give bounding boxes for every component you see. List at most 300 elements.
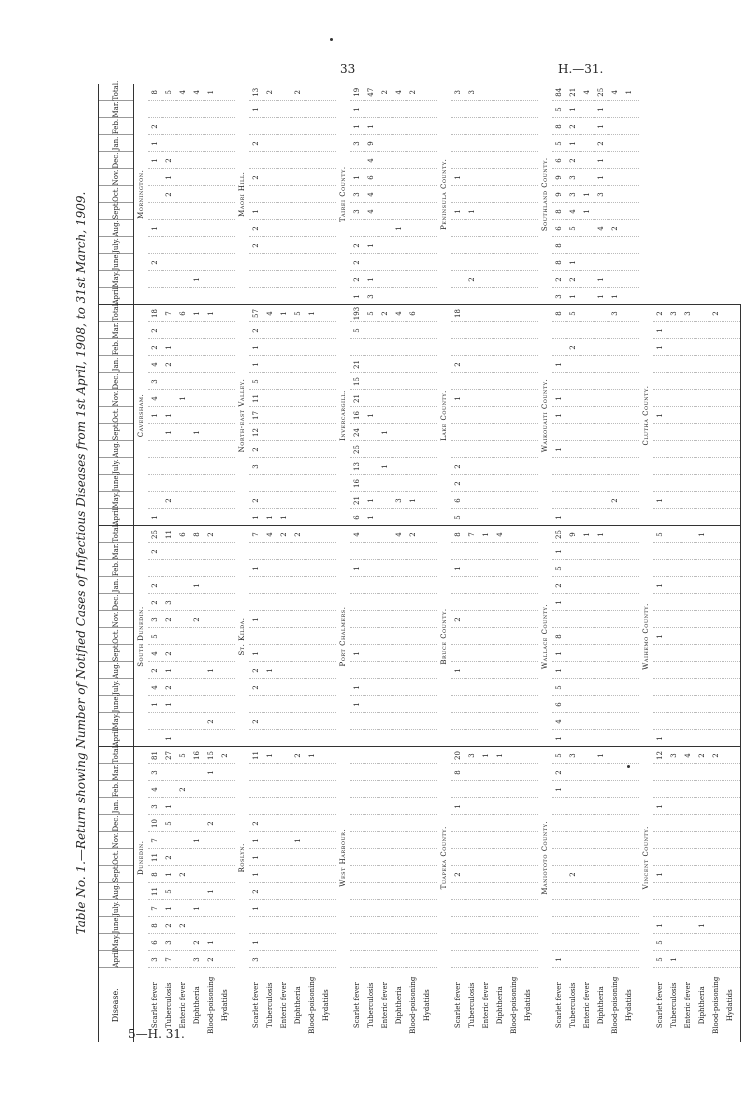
table-cell [594, 543, 608, 560]
table-cell [249, 696, 263, 713]
table-cell [263, 594, 277, 611]
table-cell [204, 560, 218, 577]
table-cell [479, 441, 493, 458]
table-cell [277, 407, 291, 424]
table-cell: 1 [249, 509, 263, 526]
table-cell [521, 305, 538, 322]
table-cell [580, 849, 594, 866]
table-cell [667, 356, 681, 373]
table-cell: 5 [566, 220, 580, 237]
table-cell: 1 [566, 101, 580, 118]
table-cell [465, 101, 479, 118]
table-cell [465, 577, 479, 594]
table-cell [350, 747, 364, 764]
table-row [319, 84, 336, 1042]
table-cell [277, 288, 291, 305]
table-cell [709, 815, 723, 832]
table-cell: 8 [552, 203, 566, 220]
table-cell [378, 798, 392, 815]
footer-reference: 5—H. 31. [128, 1027, 185, 1041]
table-cell: 5 [552, 679, 566, 696]
table-cell [465, 118, 479, 135]
table-cell [392, 815, 406, 832]
table-cell [249, 288, 263, 305]
district-name: Waikouaiti County. [538, 305, 552, 526]
table-cell [420, 679, 437, 696]
table-cell [263, 645, 277, 662]
table-cell [420, 730, 437, 747]
table-cell [521, 611, 538, 628]
table-cell [521, 696, 538, 713]
table-cell [204, 679, 218, 696]
column-header-month: Nov. [99, 390, 134, 407]
table-cell: 1 [552, 390, 566, 407]
table-cell [218, 628, 235, 645]
table-cell [176, 186, 190, 203]
table-cell: 1 [479, 747, 493, 764]
table-cell [493, 101, 507, 118]
table-cell [378, 288, 392, 305]
table-cell [420, 373, 437, 390]
table-cell [594, 611, 608, 628]
table-cell [392, 662, 406, 679]
table-cell: 8 [148, 84, 162, 101]
table-cell [392, 356, 406, 373]
table-cell [291, 934, 305, 951]
table-cell [667, 322, 681, 339]
table-cell [420, 169, 437, 186]
table-cell [263, 237, 277, 254]
table-cell [580, 798, 594, 815]
table-cell [291, 339, 305, 356]
table-cell [176, 135, 190, 152]
table-cell [695, 577, 709, 594]
table-cell [204, 696, 218, 713]
table-cell [319, 662, 336, 679]
table-cell: 1 [249, 866, 263, 883]
table-cell [723, 560, 741, 577]
table-cell [723, 696, 741, 713]
table-cell [608, 407, 622, 424]
table-cell [594, 577, 608, 594]
table-cell: 1 [350, 645, 364, 662]
table-cell [319, 186, 336, 203]
table-cell: 2 [249, 492, 263, 509]
table-cell [465, 900, 479, 917]
table-cell [622, 458, 639, 475]
table-cell [218, 526, 235, 543]
table-cell [709, 594, 723, 611]
table-cell [204, 356, 218, 373]
table-cell [667, 764, 681, 781]
column-header-month: Sept. [99, 424, 134, 441]
table-cell [723, 662, 741, 679]
table-cell [681, 798, 695, 815]
table-cell [493, 322, 507, 339]
table-cell [291, 781, 305, 798]
table-cell: 2 [291, 84, 305, 101]
table-cell [608, 373, 622, 390]
table-row [249, 84, 263, 1042]
table-cell [653, 373, 667, 390]
table-cell [406, 679, 420, 696]
table-cell [622, 781, 639, 798]
table-cell [622, 696, 639, 713]
table-cell: 1 [552, 951, 566, 968]
table-cell [350, 628, 364, 645]
table-cell: 1 [552, 594, 566, 611]
table-cell [608, 577, 622, 594]
table-cell [148, 237, 162, 254]
table-cell [364, 662, 378, 679]
table-cell [521, 288, 538, 305]
table-cell [378, 917, 392, 934]
district-name: South Dunedin. [134, 526, 149, 747]
blank-cell [437, 968, 451, 1042]
table-cell: 5 [653, 951, 667, 968]
table-cell [249, 628, 263, 645]
table-cell [594, 305, 608, 322]
table-cell [406, 883, 420, 900]
table-cell [451, 441, 465, 458]
table-cell [378, 730, 392, 747]
table-cell [148, 101, 162, 118]
table-cell [406, 798, 420, 815]
table-cell [507, 662, 521, 679]
table-cell [420, 288, 437, 305]
table-cell: 1 [552, 781, 566, 798]
table-cell [465, 543, 479, 560]
table-cell [465, 951, 479, 968]
table-cell [364, 475, 378, 492]
table-cell [493, 475, 507, 492]
table-cell [176, 679, 190, 696]
table-cell [364, 713, 378, 730]
table-cell [552, 339, 566, 356]
table-cell [493, 220, 507, 237]
table-cell [406, 730, 420, 747]
table-cell [204, 339, 218, 356]
table-cell [218, 900, 235, 917]
table-cell [695, 713, 709, 730]
table-cell: 2 [653, 305, 667, 322]
table-cell [507, 645, 521, 662]
table-cell [566, 492, 580, 509]
table-cell [249, 917, 263, 934]
table-cell [148, 441, 162, 458]
table-cell [681, 373, 695, 390]
table-cell [148, 424, 162, 441]
table-cell [190, 475, 204, 492]
table-cell: 9 [566, 526, 580, 543]
table-cell [709, 951, 723, 968]
table-cell: 1 [695, 526, 709, 543]
table-cell: 1 [277, 509, 291, 526]
table-cell [263, 271, 277, 288]
table-cell [162, 390, 176, 407]
table-cell [305, 509, 319, 526]
table-cell [622, 509, 639, 526]
table-cell [507, 356, 521, 373]
table-cell [521, 815, 538, 832]
table-cell [566, 849, 580, 866]
table-cell [364, 424, 378, 441]
table-cell [723, 458, 741, 475]
table-cell [608, 611, 622, 628]
table-cell [406, 662, 420, 679]
table-cell [608, 747, 622, 764]
table-cell [566, 662, 580, 679]
table-cell [291, 271, 305, 288]
table-cell [176, 322, 190, 339]
table-cell [552, 866, 566, 883]
table-cell [420, 662, 437, 679]
table-cell [723, 866, 741, 883]
table-cell: 7 [249, 526, 263, 543]
table-cell: 1 [364, 237, 378, 254]
table-cell: 1 [594, 288, 608, 305]
table-cell: 2 [406, 84, 420, 101]
table-cell [263, 934, 277, 951]
table-cell [319, 764, 336, 781]
table-cell [681, 356, 695, 373]
table-cell [291, 492, 305, 509]
table-cell [190, 781, 204, 798]
table-cell [479, 832, 493, 849]
table-cell [148, 186, 162, 203]
table-cell [406, 288, 420, 305]
table-cell [176, 900, 190, 917]
district-name: Maniototo County. [538, 747, 552, 968]
table-cell [653, 560, 667, 577]
table-cell: 13 [249, 84, 263, 101]
table-cell [277, 866, 291, 883]
column-header-month: April. [99, 951, 134, 968]
table-cell [277, 713, 291, 730]
table-cell [566, 458, 580, 475]
blank-cell [639, 968, 653, 1042]
table-cell [709, 662, 723, 679]
district-name: Clutha County. [639, 305, 653, 526]
district-header-row [134, 84, 149, 1042]
table-cell [190, 288, 204, 305]
table-cell [392, 849, 406, 866]
table-cell: 1 [653, 322, 667, 339]
table-cell [305, 798, 319, 815]
table-cell [319, 509, 336, 526]
table-cell [622, 764, 639, 781]
table-cell [667, 832, 681, 849]
table-cell [406, 441, 420, 458]
table-cell [249, 594, 263, 611]
table-cell [277, 322, 291, 339]
table-cell [392, 237, 406, 254]
table-cell [507, 781, 521, 798]
table-cell [162, 764, 176, 781]
table-cell [709, 373, 723, 390]
table-cell [507, 169, 521, 186]
disease-label: Enteric fever [481, 982, 490, 1029]
table-cell [378, 407, 392, 424]
table-cell [218, 798, 235, 815]
table-cell: 1 [190, 832, 204, 849]
column-header-month: April. [99, 288, 134, 305]
table-cell [566, 373, 580, 390]
table-cell [305, 781, 319, 798]
table-cell [709, 441, 723, 458]
table-cell [608, 339, 622, 356]
table-cell: 27 [162, 747, 176, 764]
table-cell [521, 594, 538, 611]
column-header-month: May. [99, 492, 134, 509]
table-cell [580, 118, 594, 135]
table-cell [263, 951, 277, 968]
table-cell [653, 594, 667, 611]
table-cell [521, 560, 538, 577]
table-cell [552, 815, 566, 832]
table-cell [552, 322, 566, 339]
table-cell [392, 781, 406, 798]
table-cell [162, 713, 176, 730]
table-cell [507, 883, 521, 900]
disease-label: Hydatids [220, 989, 229, 1022]
district-name: Wallace County. [538, 526, 552, 747]
table-cell [580, 866, 594, 883]
table-cell: 1 [305, 747, 319, 764]
table-cell [681, 577, 695, 594]
table-cell [507, 951, 521, 968]
table-cell [218, 815, 235, 832]
table-cell [406, 849, 420, 866]
table-cell [263, 713, 277, 730]
table-cell [451, 186, 465, 203]
table-cell [681, 560, 695, 577]
table-cell [709, 917, 723, 934]
table-cell: 8 [552, 237, 566, 254]
table-cell [420, 118, 437, 135]
column-header-month: April. [99, 730, 134, 747]
table-cell [521, 764, 538, 781]
table-cell: 2 [249, 883, 263, 900]
table-cell [667, 917, 681, 934]
table-cell: 1 [162, 407, 176, 424]
table-cell [378, 628, 392, 645]
table-cell [319, 577, 336, 594]
table-cell [305, 424, 319, 441]
table-cell [723, 390, 741, 407]
table-row [392, 84, 406, 1042]
table-cell [291, 356, 305, 373]
column-header-month: Jan. [99, 798, 134, 815]
table-row [594, 84, 608, 1042]
table-cell: 2 [148, 118, 162, 135]
table-cell [392, 628, 406, 645]
table-cell: 2 [249, 220, 263, 237]
table-cell [176, 815, 190, 832]
table-cell [420, 305, 437, 322]
table-cell [190, 220, 204, 237]
table-cell [723, 628, 741, 645]
table-cell [521, 271, 538, 288]
table-cell [350, 798, 364, 815]
table-cell: 4 [350, 526, 364, 543]
table-cell [622, 441, 639, 458]
table-cell [392, 390, 406, 407]
table-cell [249, 186, 263, 203]
table-cell: 18 [148, 305, 162, 322]
table-row [552, 84, 566, 1042]
table-cell: 2 [709, 747, 723, 764]
table-cell: 8 [148, 917, 162, 934]
table-cell [493, 713, 507, 730]
page-number: 33 [340, 62, 356, 76]
table-cell [653, 679, 667, 696]
table-cell [622, 424, 639, 441]
table-cell [493, 152, 507, 169]
table-cell [479, 254, 493, 271]
table-cell: 1 [249, 203, 263, 220]
table-cell [507, 305, 521, 322]
district-name: Vincent County. [639, 747, 653, 968]
table-cell [277, 254, 291, 271]
disease-label: Tuberculosis [265, 982, 274, 1028]
table-cell: 4 [566, 203, 580, 220]
table-row [580, 84, 594, 1042]
table-cell [162, 322, 176, 339]
column-header-month: June. [99, 475, 134, 492]
table-cell [319, 84, 336, 101]
table-cell [218, 849, 235, 866]
table-cell [420, 356, 437, 373]
table-cell [190, 390, 204, 407]
table-cell [204, 543, 218, 560]
table-cell [392, 866, 406, 883]
table-cell [406, 611, 420, 628]
column-header-month: Oct. [99, 849, 134, 866]
table-cell [291, 730, 305, 747]
table-cell [190, 458, 204, 475]
table-cell [204, 594, 218, 611]
table-cell [594, 373, 608, 390]
table-cell [608, 594, 622, 611]
table-row [176, 84, 190, 1042]
table-cell [622, 594, 639, 611]
table-cell [420, 339, 437, 356]
table-cell [723, 611, 741, 628]
table-cell [190, 407, 204, 424]
table-cell: 1 [204, 934, 218, 951]
table-cell [507, 747, 521, 764]
table-cell [263, 492, 277, 509]
table-cell [378, 339, 392, 356]
table-cell [319, 934, 336, 951]
table-cell: 1 [594, 101, 608, 118]
table-cell: 3 [148, 798, 162, 815]
table-cell [608, 509, 622, 526]
table-cell [218, 407, 235, 424]
table-cell [291, 458, 305, 475]
table-cell [277, 118, 291, 135]
table-cell [465, 322, 479, 339]
table-cell [350, 730, 364, 747]
table-cell [406, 220, 420, 237]
table-cell [594, 866, 608, 883]
table-cell [277, 815, 291, 832]
table-cell [493, 339, 507, 356]
table-cell: 5 [162, 84, 176, 101]
table-cell [176, 373, 190, 390]
table-cell: 1 [249, 934, 263, 951]
